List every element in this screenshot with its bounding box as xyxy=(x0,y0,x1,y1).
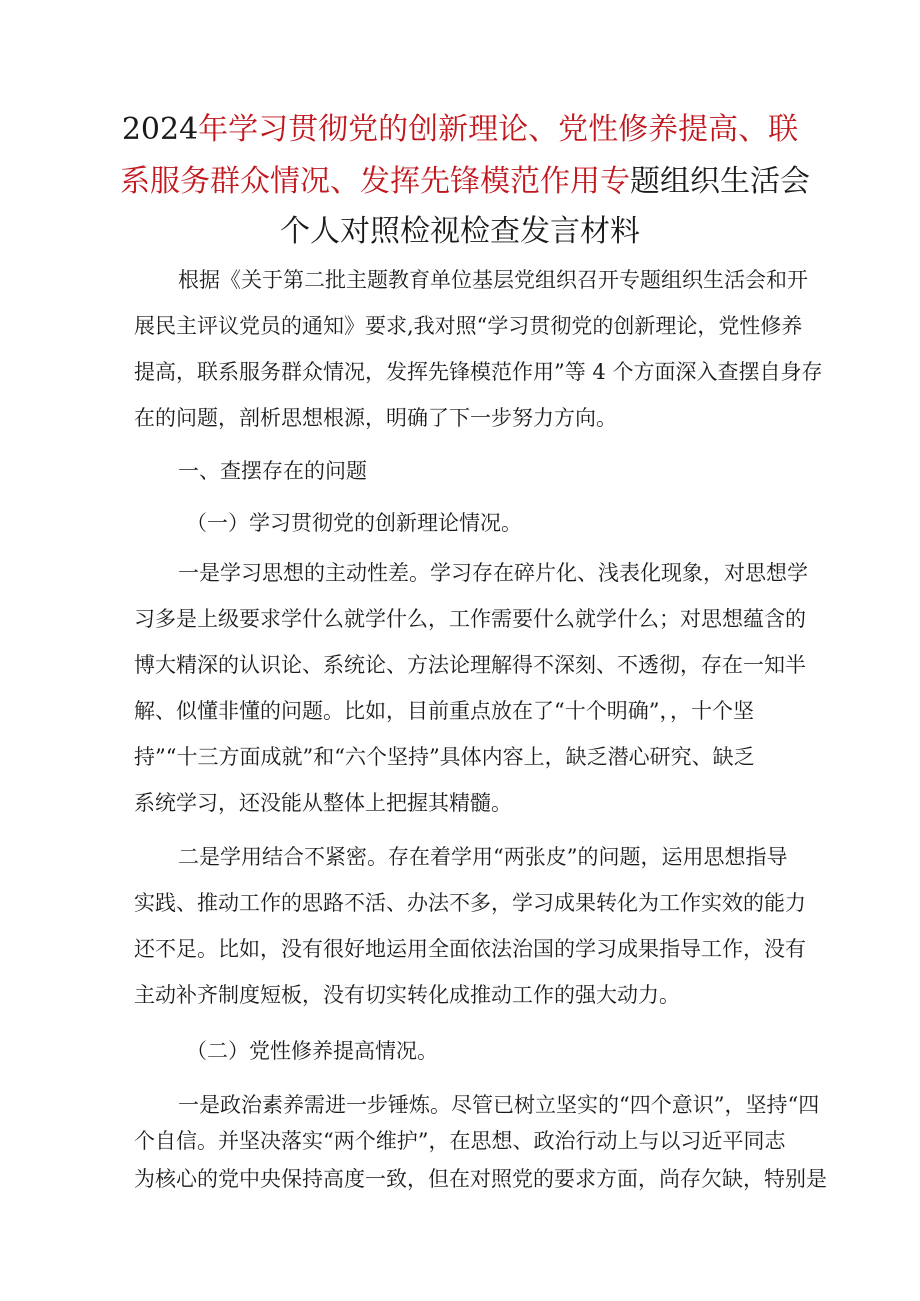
subheading-1: （一）学习贯彻党的创新理论情况。 xyxy=(186,511,522,535)
para1-line-2: 习多是上级要求学什么就学什么，工作需要什么就学什么；对思想蕴含的 xyxy=(134,607,806,631)
para1-line-1: 一是学习思想的主动性差。学习存在碎片化、浅表化现象，对思想学 xyxy=(178,561,808,585)
title-black-text-2: 题组织生活会 xyxy=(630,164,810,199)
para2-line-4: 主动补齐制度短板，没有切实转化成推动工作的强大动力。 xyxy=(134,983,680,1007)
para3-line-2: 个自信。并坚决落实“两个维护”，在思想、政治行动上与以习近平同志 xyxy=(134,1129,786,1153)
title-red-text-1: 年学习贯彻党的创新理论、党性修养提高、联 xyxy=(198,112,799,147)
doc-title-line-3: 个人对照检视检查发言材料 xyxy=(280,214,640,249)
section-heading-1: 一、查摆存在的问题 xyxy=(178,459,367,483)
para2-line-2: 实践、推动工作的思路不活、办法不多，学习成果转化为工作实效的能力 xyxy=(134,891,806,915)
para2-line-3: 还不足。比如，没有很好地运用全面依法治国的学习成果指导工作，没有 xyxy=(134,937,806,961)
para3-line-3: 为核心的党中央保持高度一致，但在对照党的要求方面，尚存欠缺，特别是 xyxy=(134,1167,827,1191)
intro-line-4: 在的问题，剖析思想根源，明确了下一步努力方向。 xyxy=(134,406,617,430)
para3-line-1: 一是政治素养需进一步锤炼。尽管已树立坚实的“四个意识”，坚持“四 xyxy=(178,1093,820,1117)
para1-line-3: 博大精深的认识论、系统论、方法论理解得不深刻、不透彻，存在一知半 xyxy=(134,653,806,677)
para2-line-1: 二是学用结合不紧密。存在着学用“两张皮”的问题，运用思想指导 xyxy=(178,845,788,869)
title-red-text-2: 系服务群众情况、发挥先锋模范作用专 xyxy=(120,164,630,199)
intro-line-1: 根据《关于第二批主题教育单位基层党组织召开专题组织生活会和开 xyxy=(178,268,808,292)
para1-line-6: 系统学习，还没能从整体上把握其精髓。 xyxy=(134,791,512,815)
intro-line-2: 展民主评议党员的通知》要求,我对照“学习贯彻党的创新理论，党性修养 xyxy=(134,314,803,338)
doc-title-line-2 xyxy=(120,160,810,204)
para1-line-4: 解、似懂非懂的问题。比如，目前重点放在了“十个明确”，，十个坚 xyxy=(134,699,754,723)
subheading-2: （二）党性修养提高情况。 xyxy=(186,1039,438,1063)
doc-title-line-1 xyxy=(120,108,800,152)
para1-line-5: 持”“十三方面成就”和“六个坚持”具体内容上，缺乏潜心研究、缺乏 xyxy=(134,745,755,769)
title-year: 2024 xyxy=(121,112,199,147)
intro-line-3: 提高，联系服务群众情况，发挥先锋模范作用”等 4 个方面深入查摆自身存 xyxy=(134,360,823,384)
